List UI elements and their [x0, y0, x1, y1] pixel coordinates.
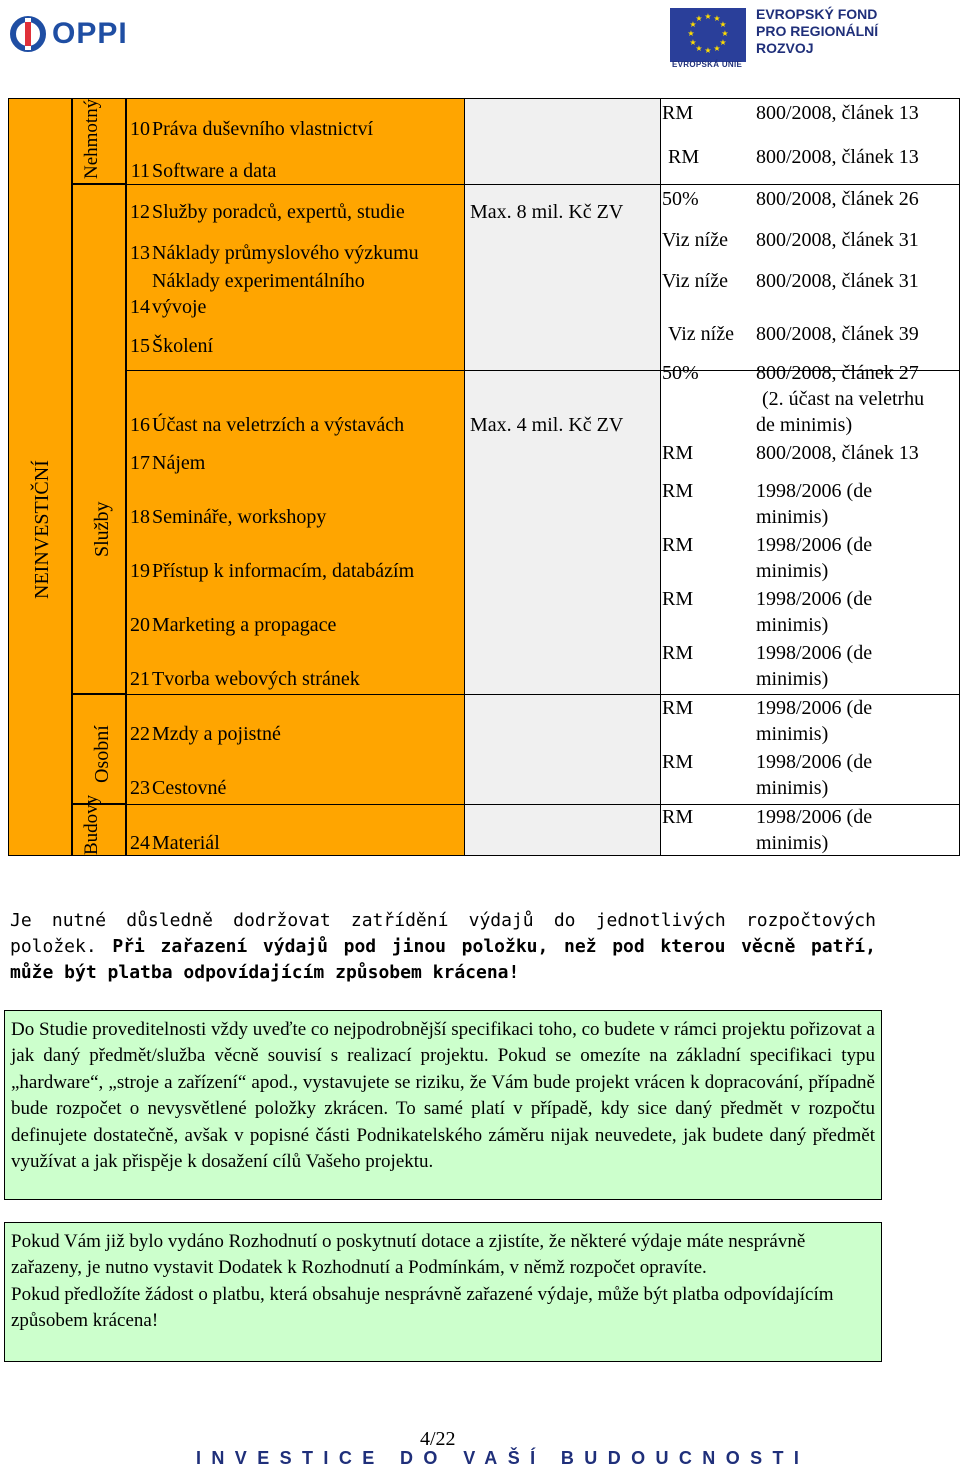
row-16-ref-line3: de minimis): [756, 414, 853, 436]
row-14-name-line2: vývoje: [152, 296, 207, 318]
row-21-name: Tvorba webových stránek: [152, 668, 360, 690]
footer-slogan: INVESTICE DO VAŠÍ BUDOUCNOSTI: [196, 1448, 810, 1468]
row-17-num: 17: [130, 452, 150, 474]
row-15-ref: 800/2008, článek 39: [756, 323, 919, 345]
row-18-rm: RM: [662, 480, 694, 502]
svg-text:★: ★: [719, 38, 727, 47]
row-22-rm: RM: [662, 697, 694, 719]
page-number: 4/22: [420, 1428, 456, 1450]
feasibility-study-note: [4, 1010, 882, 1200]
row-23-num: 23: [130, 777, 150, 799]
row-21-num: 21: [130, 668, 150, 690]
eu-flag-icon: [670, 8, 746, 62]
row-17-name: Nájem: [152, 452, 206, 474]
svg-text:★: ★: [704, 12, 712, 21]
decision-note: [4, 1222, 882, 1362]
row-12-num: 12: [130, 201, 150, 223]
row-14-num: 14: [130, 296, 150, 318]
svg-text:★: ★: [687, 29, 695, 38]
row-20-name: Marketing a propagace: [152, 614, 337, 636]
row-12-name: Služby poradců, expertů, studie: [152, 201, 405, 223]
svg-text:★: ★: [719, 20, 727, 29]
row-20-ref-line1: 1998/2006 (de: [756, 588, 873, 610]
row-20-num: 20: [130, 614, 150, 636]
group-nehmotny-label: Nehmotný: [81, 98, 102, 179]
svg-text:★: ★: [695, 14, 703, 23]
group-budovy-label: Budovy: [81, 794, 102, 855]
row-21-ref-line1: 1998/2006 (de: [756, 642, 873, 664]
notice-bold: Při zařazení výdajů pod jinou položku, než pod kterou věcně patří, může být platba odpovídajícím způsobem krácena!: [10, 936, 876, 983]
row-16-ref-line1: 800/2008, článek 27: [756, 362, 919, 384]
eu-flag-caption: EVROPSKÁ UNIE: [672, 60, 743, 69]
expense-table: [8, 98, 960, 856]
svg-text:★: ★: [713, 44, 721, 53]
row-23-ref-line2: minimis): [756, 777, 829, 799]
row-10-num: 10: [130, 118, 150, 140]
row-22-name: Mzdy a pojistné: [152, 723, 281, 745]
feasibility-study-text: Do Studie proveditelnosti vždy uveďte co nejpodrobnější specifikaci toho, co budete v rámci projektu pořizovat a jak daný předmět/služba věcně souvisí s realizací projektu. Pokud se omezíte na základní specifikaci typu „hardware“, „stroje a zařízení“ apod., vystavujete se riziku, že Vám bude projekt vrácen k dopracování, případně bude rozpočet o nevysvětlené položky zkrácen. To samé platí v případě, kdy sice daný předmět v rozpočtu definujete dostatečně, avšak v popisné části Podnikatelského záměru nijak neuvedete, jak budete daný předmět využívat a jak přispěje k dosažení cílů Vašeho projektu.: [11, 1019, 875, 1173]
grid-line: [126, 184, 960, 185]
row-15-num: 15: [130, 335, 150, 357]
row-15-name: Školení: [152, 335, 214, 357]
row-17-rm: RM: [662, 442, 694, 464]
row-14-ref: 800/2008, článek 31: [756, 270, 919, 292]
row-21-rm: RM: [662, 642, 694, 664]
row-10-rm: RM: [662, 102, 694, 124]
decision-note-para1: Pokud Vám již bylo vydáno Rozhodnutí o poskytnutí dotace a zjistíte, že některé výdaje máte nesprávně zařazeny, je nutno vystavit Dodatek k Rozhodnutí a Podmínkám, v němž rozpočet opravíte.: [11, 1231, 806, 1279]
page-header: [0, 0, 960, 80]
svg-text:★: ★: [689, 20, 697, 29]
row-18-ref-line1: 1998/2006 (de: [756, 480, 873, 502]
row-20-rm: RM: [662, 588, 694, 610]
group-osobni: [72, 694, 126, 804]
row-11-num: 11: [130, 160, 150, 182]
group-column: [72, 98, 126, 856]
row-19-num: 19: [130, 560, 150, 582]
row-16-ref-line2: (2. účast na veletrhu: [762, 388, 925, 410]
erdf-line2: PRO REGIONÁLNÍ: [756, 23, 879, 39]
row-10-name: Práva duševního vlastnictví: [152, 118, 374, 140]
row-12-max: Max. 8 mil. Kč ZV: [470, 201, 624, 223]
group-budovy: [72, 794, 126, 856]
grid-line: [464, 98, 465, 856]
svg-text:★: ★: [704, 46, 712, 55]
classification-notice: [10, 908, 876, 986]
row-13-rm: Viz níže: [662, 229, 728, 251]
row-16-name: Účast na veletrzích a výstavách: [152, 414, 405, 436]
row-11-ref: 800/2008, článek 13: [756, 146, 919, 168]
group-sluzby: [72, 184, 126, 694]
row-23-name: Cestovné: [152, 777, 227, 799]
notice-plain: Je nutné důsledně dodržovat zatřídění výdajů do jednotlivých rozpočtových položek.: [10, 910, 876, 957]
row-19-ref-line2: minimis): [756, 560, 829, 582]
row-19-rm: RM: [662, 534, 694, 556]
row-24-num: 24: [130, 832, 150, 854]
svg-text:★: ★: [689, 38, 697, 47]
row-18-num: 18: [130, 506, 150, 528]
row-20-ref-line2: minimis): [756, 614, 829, 636]
row-22-ref-line1: 1998/2006 (de: [756, 697, 873, 719]
row-18-ref-line2: minimis): [756, 506, 829, 528]
row-12-ref: 800/2008, článek 26: [756, 188, 919, 210]
category-column: [8, 98, 72, 856]
grid-line: [72, 98, 960, 99]
row-13-name: Náklady průmyslového výzkumu: [152, 242, 419, 264]
row-19-name: Přístup k informacím, databázím: [152, 560, 415, 582]
row-14-rm: Viz níže: [662, 270, 728, 292]
row-12-rm: 50%: [662, 188, 699, 210]
group-sluzby-label: Služby: [91, 501, 113, 557]
row-16-rm: 50%: [662, 362, 699, 384]
row-24-ref-line1: 1998/2006 (de: [756, 806, 873, 828]
svg-text:★: ★: [713, 14, 721, 23]
row-14-name-line1: Náklady experimentálního: [152, 270, 365, 292]
row-16-max: Max. 4 mil. Kč ZV: [470, 414, 624, 436]
erdf-line3: ROZVOJ: [756, 40, 814, 56]
decision-note-para2: Pokud předložíte žádost o platbu, která obsahuje nesprávně zařazené výdaje, může být platba odpovídajícím způsobem krácena!: [11, 1283, 834, 1332]
row-13-num: 13: [130, 242, 150, 264]
row-11-name: Software a data: [152, 160, 277, 182]
row-23-rm: RM: [662, 751, 694, 773]
row-24-name: Materiál: [152, 832, 220, 854]
grid-line: [660, 98, 661, 856]
oppi-logo-text: OPPI: [52, 17, 128, 50]
row-10-ref: 800/2008, článek 13: [756, 102, 919, 124]
row-11-rm: RM: [668, 146, 700, 168]
oppi-logo: [10, 14, 128, 54]
row-24-ref-line2: minimis): [756, 832, 829, 854]
group-osobni-label: Osobní: [91, 725, 113, 783]
row-23-ref-line1: 1998/2006 (de: [756, 751, 873, 773]
row-22-num: 22: [130, 723, 150, 745]
svg-text:★: ★: [721, 29, 729, 38]
row-21-ref-line2: minimis): [756, 668, 829, 690]
row-16-num: 16: [130, 414, 150, 436]
row-22-ref-line2: minimis): [756, 723, 829, 745]
row-19-ref-line1: 1998/2006 (de: [756, 534, 873, 556]
svg-text:★: ★: [695, 44, 703, 53]
row-18-name: Semináře, workshopy: [152, 506, 327, 528]
category-label: NEINVESTIČNÍ: [31, 460, 53, 599]
group-nehmotny: [72, 98, 126, 184]
row-13-ref: 800/2008, článek 31: [756, 229, 919, 251]
row-24-rm: RM: [662, 806, 694, 828]
erdf-line1: EVROPSKÝ FOND: [756, 6, 878, 22]
erdf-logo-text: [756, 6, 878, 57]
row-17-ref: 800/2008, článek 13: [756, 442, 919, 464]
row-15-rm: Viz níže: [668, 323, 734, 345]
oppi-logo-icon: [10, 16, 46, 52]
